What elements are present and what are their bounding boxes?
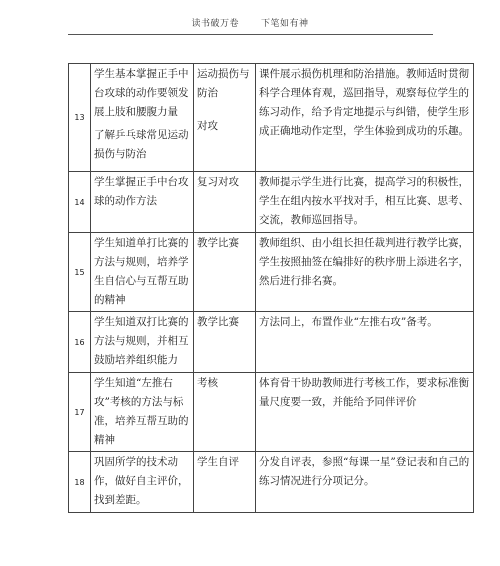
row-number: 13: [69, 64, 91, 172]
table-row: [69, 312, 474, 373]
goal-cell: 学生知道“左推右攻”考核的方法与标准，培养互帮互助的精神: [91, 373, 194, 452]
content-cell: 教学比赛: [194, 312, 256, 373]
table-row: [69, 172, 474, 233]
table-row: [69, 452, 474, 513]
content-cell: [194, 64, 256, 172]
table-row: [69, 64, 474, 172]
method-cell: 分发自评表，参照“每课一星”登记表和自己的练习情况进行分项记分。: [256, 452, 474, 513]
row-number: 14: [69, 172, 91, 233]
header-left-text: 读书破万卷: [191, 19, 239, 29]
content-text: 运动损伤与防治: [197, 68, 250, 99]
goal-text: 学生基本掌握正手中台攻球的动作要领发展上肢和腰腹力量: [94, 68, 189, 118]
method-cell: 课件展示损伤机理和防治措施。教师适时贯彻科学合理体育观，巡回指导，观察每位学生的练习动作，给予肯定地提示与纠错，使学生形成正确地动作定型，学生体验到成功的乐趣。: [256, 64, 474, 172]
row-number: 15: [69, 233, 91, 312]
row-number: 16: [69, 312, 91, 373]
content-cell: 复习对攻: [194, 172, 256, 233]
row-number: 17: [69, 373, 91, 452]
goal-cell: 学生知道双打比赛的方法与规则，并相互鼓励培养组织能力: [91, 312, 194, 373]
row-number: 18: [69, 452, 91, 513]
content-cell: 学生自评: [194, 452, 256, 513]
goal-cell: 学生掌握正手中台攻球的动作方法: [91, 172, 194, 233]
content-cell: 考核: [194, 373, 256, 452]
header-right-text: 下笔如有神: [261, 19, 309, 29]
lesson-plan-table: [68, 63, 474, 513]
table-row: [69, 233, 474, 312]
goal-cell: [91, 64, 194, 172]
method-cell: 方法同上，布置作业“左推右攻”备考。: [256, 312, 474, 373]
goal-cell: 巩固所学的技术动作，做好自主评价，找到差距。: [91, 452, 194, 513]
table-row: [69, 373, 474, 452]
page-header: [0, 16, 500, 29]
goal-cell: 学生知道单打比赛的方法与规则，培养学生自信心与互帮互助的精神: [91, 233, 194, 312]
method-cell: 体育骨干协助教师进行考核工作，要求标准衡量尺度要一致，并能给予同伴评价: [256, 373, 474, 452]
goal-extra-text: 了解乒乓球常见运动损伤与防治: [94, 129, 189, 160]
content-cell: 教学比赛: [194, 233, 256, 312]
method-cell: 教师组织、由小组长担任裁判进行教学比赛，学生按照抽签在编排好的秩序册上添进名字，然后进行排名赛。: [256, 233, 474, 312]
header-divider: [68, 34, 433, 35]
content-extra-text: 对攻: [197, 120, 218, 132]
method-cell: 教师提示学生进行比赛，提高学习的积极性，学生在组内按水平找对手，相互比赛、思考、交流，教师巡回指导。: [256, 172, 474, 233]
